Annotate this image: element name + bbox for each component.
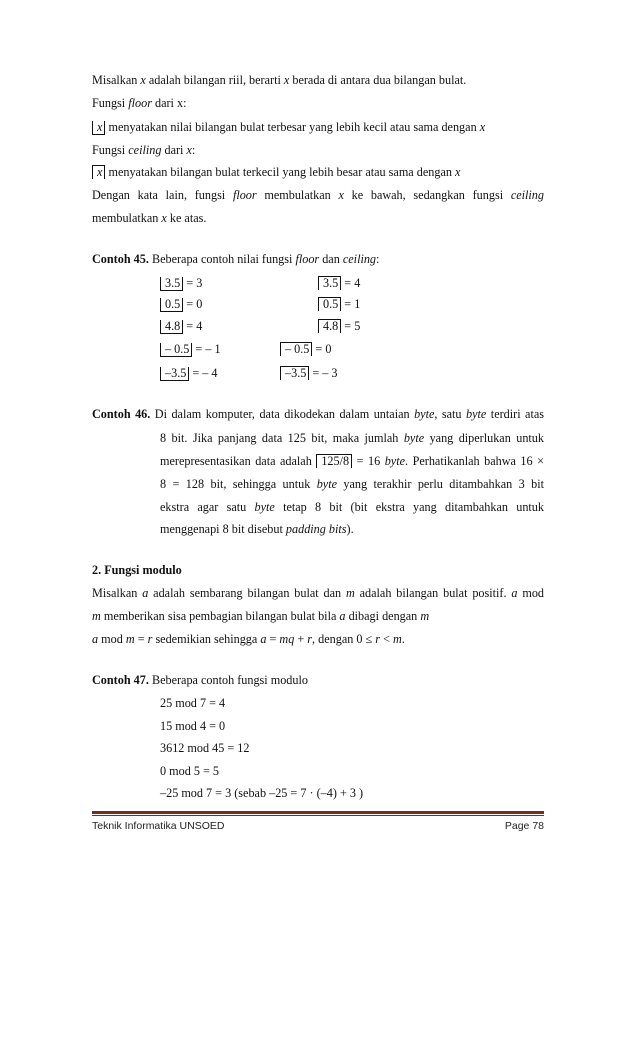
contoh-46-line-4: 8 = 128 bit, sehingga untuk byte yang terakhir perlu ditambahkan 3 bit [160, 477, 544, 491]
contoh-45-heading: Contoh 45. Beberapa contoh nilai fungsi floor dan ceiling: [92, 252, 380, 266]
ceiling-example-1: 3.5 = 4 [318, 275, 360, 291]
ceiling-example-3: 4.8 = 5 [318, 318, 360, 334]
contoh-46-line-6: menggenapi 8 bit disebut padding bits). [160, 522, 354, 536]
floor-example-2: 0.5 = 0 [160, 296, 202, 312]
floor-example-4: – 0.5 = – 1 [160, 341, 221, 357]
intro-line-2: Fungsi floor dari x: [92, 96, 187, 110]
modulo-line-2: m memberikan sisa pembagian bilangan bulat bila a dibagi dengan m [92, 609, 430, 623]
modulo-example-5: –25 mod 7 = 3 (sebab –25 = 7 · (–4) + 3 ) [160, 786, 364, 800]
floor-example-1: 3.5 = 3 [160, 275, 202, 291]
ceiling-example-5: –3.5 = – 3 [280, 365, 338, 381]
modulo-example-1: 25 mod 7 = 4 [160, 696, 226, 710]
footer-left: Teknik Informatika UNSOED [92, 820, 225, 832]
contoh-46-line-2: 8 bit. Jika panjang data 125 bit, maka jumlah byte yang diperlukan untuk [160, 431, 544, 445]
floor-definition: x menyatakan nilai bilangan bulat terbesar yang lebih kecil atau sama dengan x [92, 119, 544, 135]
intro-line-4: Fungsi ceiling dari x: [92, 143, 196, 157]
section-heading: 2. Fungsi modulo [92, 563, 182, 577]
contoh-46-line-1: Contoh 46. Di dalam komputer, data dikodekan dalam untaian byte, satu byte terdiri atas [92, 407, 545, 421]
contoh-46-line-5: ekstra agar satu byte tetap 8 bit (bit ekstra yang ditambahkan untuk [160, 500, 544, 514]
modulo-definition: a mod m = r sedemikian sehingga a = mq + r, dengan 0 ≤ r < m. [92, 632, 405, 646]
floor-example-5: –3.5 = – 4 [160, 365, 218, 381]
page-number: Page 78 [504, 820, 544, 832]
intro-line-6: Dengan kata lain, fungsi floor membulatkan x ke bawah, sedangkan fungsi ceiling [92, 188, 544, 202]
modulo-line-1: Misalkan a adalah sembarang bilangan bulat dan m adalah bilangan bulat positif. a mod [92, 586, 545, 600]
modulo-example-3: 3612 mod 45 = 12 [160, 741, 250, 755]
contoh-46-line-3: merepresentasikan data adalah 125/8 = 16 byte. Perhatikanlah bahwa 16 × [160, 454, 544, 468]
intro-line-1: Misalkan x adalah bilangan riil, berarti x berada di antara dua bilangan bulat. [92, 73, 467, 87]
ceiling-example-4: – 0.5 = 0 [280, 341, 331, 357]
ceiling-symbol: x [92, 165, 105, 179]
footer-rule [92, 811, 544, 814]
modulo-example-2: 15 mod 4 = 0 [160, 719, 226, 733]
floor-symbol: x [92, 121, 105, 135]
ceiling-symbol: 125/8 [316, 454, 352, 468]
contoh-47-heading: Contoh 47. Beberapa contoh fungsi modulo [92, 673, 308, 687]
ceiling-example-2: 0.5 = 1 [318, 296, 360, 312]
modulo-example-4: 0 mod 5 = 5 [160, 764, 220, 778]
floor-example-3: 4.8 = 4 [160, 318, 202, 334]
ceiling-definition: x menyatakan bilangan bulat terkecil yang lebih besar atau sama dengan x [92, 164, 544, 180]
intro-line-7: membulatkan x ke atas. [92, 211, 207, 225]
footer-rule-thin [92, 815, 544, 816]
